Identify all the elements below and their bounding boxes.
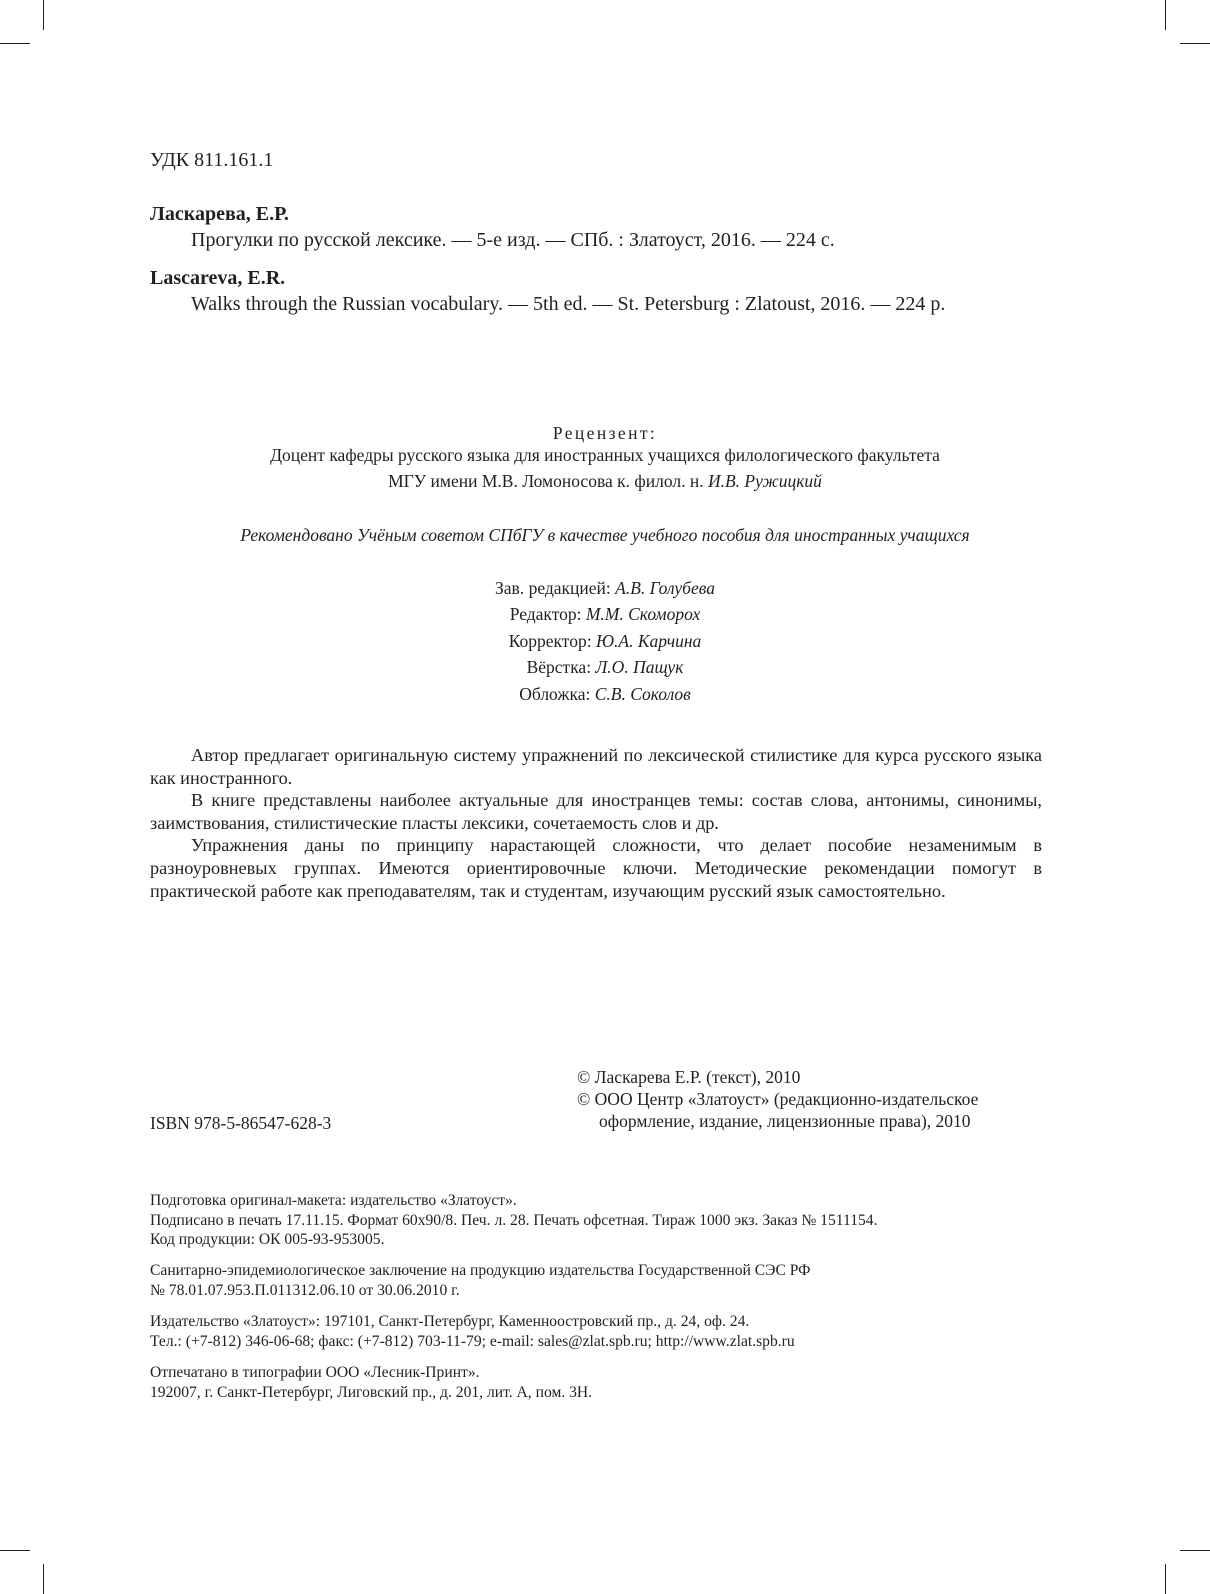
credit-role: Зав. редакцией:	[495, 578, 611, 598]
credit-role: Корректор:	[508, 631, 592, 651]
credit-person: М.М. Скоморох	[585, 604, 701, 624]
credit-role: Редактор:	[509, 604, 582, 624]
credit-role: Вёрстка:	[526, 657, 592, 677]
credit-person: С.В. Соколов	[594, 684, 691, 704]
crop-mark-bottom-right-vertical	[1165, 1564, 1166, 1594]
credit-person: Л.О. Пащук	[595, 657, 684, 677]
recommendation: Рекомендовано Учёным советом СПбГУ в качестве учебного пособия для иностранных учащихся	[240, 525, 970, 545]
imprint-line: Отпечатано в типографии ООО «Лесник-Принт».	[150, 1364, 480, 1381]
credit-line	[0, 686, 1210, 704]
imprint-line: Подготовка оригинал-макета: издательство «Златоуст».	[150, 1192, 517, 1209]
annotation-paragraph: В книге представлены наиболее актуальные для иностранцев темы: состав слова, антонимы, синонимы, заимствования, стилистические пласты лексики, сочетаемость слов и др.	[150, 790, 1042, 833]
imprint-line: № 78.01.07.953.П.011312.06.10 от 30.06.2010 г.	[150, 1282, 460, 1299]
crop-mark-top-left-vertical	[43, 0, 44, 30]
crop-mark-top-right-vertical	[1165, 0, 1166, 30]
credit-line	[0, 580, 1210, 598]
reviewer-name: И.В. Ружицкий	[707, 471, 822, 491]
crop-mark-top-right-horizontal	[1180, 43, 1210, 44]
imprint-line: 192007, г. Санкт-Петербург, Лиговский пр., д. 201, лит. А, пом. 3Н.	[150, 1384, 593, 1401]
reviewer-affiliation-text: МГУ имени М.В. Ломоносова к. филол. н.	[388, 471, 704, 491]
copyright-publisher: © ООО Центр «Златоуст» (редакционно-издательское	[577, 1089, 979, 1109]
credit-line	[0, 659, 1210, 677]
annotation-paragraph: Автор предлагает оригинальную систему упражнений по лексической стилистике для курса русского языка как иностранного.	[150, 745, 1042, 788]
imprint-line: Подписано в печать 17.11.15. Формат 60x90/8. Печ. л. 28. Печать офсетная. Тираж 1000 экз. Заказ № 1511154.	[150, 1212, 878, 1229]
imprint-line: Санитарно-эпидемиологическое заключение на продукцию издательства Государственной СЭС РФ	[150, 1262, 811, 1279]
reviewer-affiliation	[0, 473, 1210, 491]
description-ru: Прогулки по русской лексике. — 5-е изд. — СПб. : Златоуст, 2016. — 224 с.	[191, 229, 835, 251]
crop-mark-bottom-left-horizontal	[0, 1550, 30, 1551]
imprint-line: Издательство «Златоуст»: 197101, Санкт-Петербург, Каменноостровский пр., д. 24, оф. 24.	[150, 1313, 750, 1330]
copyright-publisher-cont: оформление, издание, лицензионные права), 2010	[599, 1111, 971, 1131]
author-en: Lascareva, E.R.	[150, 267, 286, 289]
imprint-line: Тел.: (+7-812) 346-06-68; факс: (+7-812) 703-11-79; e-mail: sales@zlat.spb.ru; http://www.zlat.spb.ru	[150, 1333, 795, 1350]
crop-mark-top-left-horizontal	[0, 43, 30, 44]
credit-role: Обложка:	[519, 684, 591, 704]
copyright-author: © Ласкарева Е.Р. (текст), 2010	[577, 1067, 801, 1087]
annotation-paragraph: Упражнения даны по принципу нарастающей сложности, что делает пособие незаменимым в разноуровневых группах. Имеются ориентировочные ключи. Методические рекомендации помогут в практической работе как преподавателям, так и студентам, изучающим русский язык самостоятельно.	[150, 835, 1042, 901]
crop-mark-bottom-right-horizontal	[1180, 1550, 1210, 1551]
author-ru: Ласкарева, Е.Р.	[150, 203, 289, 225]
imprint-line: Код продукции: ОК 005-93-953005.	[150, 1231, 385, 1248]
reviewer-position: Доцент кафедры русского языка для иностранных учащихся филологического факультета	[270, 445, 940, 465]
credit-line	[0, 633, 1210, 651]
udk-code: УДК 811.161.1	[150, 149, 274, 171]
annotation	[150, 744, 1042, 902]
credit-line	[0, 606, 1210, 624]
reviewer-heading: Рецензент:	[552, 423, 658, 443]
credit-person: А.В. Голубева	[615, 578, 715, 598]
crop-mark-bottom-left-vertical	[43, 1564, 44, 1594]
isbn: ISBN 978-5-86547-628-3	[150, 1113, 332, 1133]
credit-person: Ю.А. Карчина	[595, 631, 702, 651]
description-en: Walks through the Russian vocabulary. — 5th ed. — St. Petersburg : Zlatoust, 2016. — 224 p.	[191, 293, 946, 315]
